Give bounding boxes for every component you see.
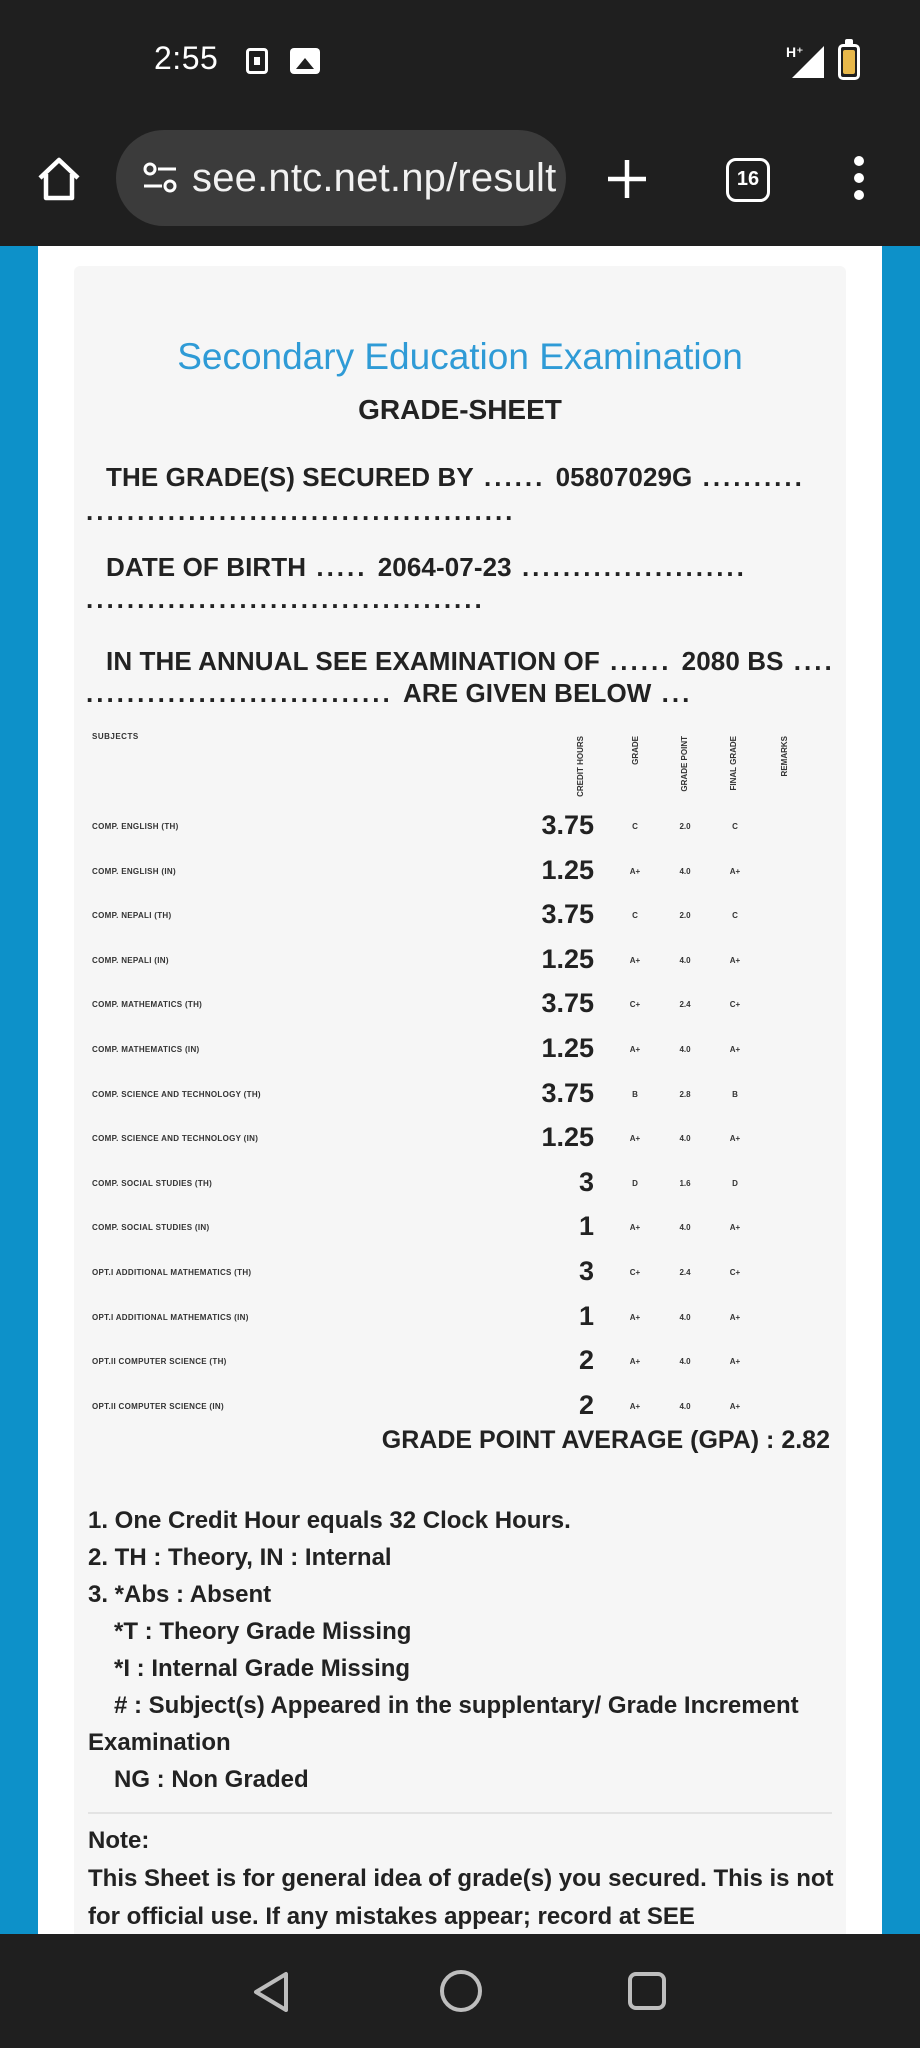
grade-cell: B	[632, 1089, 638, 1099]
exam-line: IN THE ANNUAL SEE EXAMINATION OF ...... 2080 BS ....	[106, 646, 835, 676]
subject-cell: OPT.II COMPUTER SCIENCE (TH)	[92, 1357, 227, 1367]
table-row	[74, 988, 846, 1028]
legend-item: Examination	[88, 1729, 231, 1756]
remarks-header: REMARKS	[780, 736, 789, 777]
site-settings-icon[interactable]	[142, 160, 178, 196]
legend-item: # : Subject(s) Appeared in the supplentary/ Grade Increment	[114, 1692, 799, 1719]
grade-point-cell: 4.0	[679, 1312, 691, 1322]
table-row	[74, 855, 846, 895]
symbol-number: 05807029G	[555, 462, 693, 492]
grade-point-cell: 4.0	[679, 1045, 691, 1054]
grade-cell: D	[632, 1178, 638, 1188]
final-grade-cell: A+	[729, 866, 741, 876]
back-icon[interactable]	[252, 1970, 292, 2014]
table-row	[74, 1211, 846, 1251]
date-of-birth: 2064-07-23	[377, 552, 512, 582]
credit-hours-cell: 2	[578, 1345, 594, 1376]
final-grade-cell: A+	[729, 1223, 741, 1233]
address-bar[interactable]	[116, 130, 566, 226]
credit-hours-cell: 2	[578, 1389, 594, 1420]
exam-year: 2080 BS	[681, 646, 784, 676]
subject-cell: COMP. SCIENCE AND TECHNOLOGY (TH)	[92, 1089, 261, 1099]
subject-cell: OPT.I ADDITIONAL MATHEMATICS (TH)	[92, 1268, 252, 1277]
grade-cell: A+	[629, 866, 641, 876]
network-type-label: H⁺	[786, 44, 804, 60]
clock: 2:55	[154, 40, 219, 76]
credit-hours-cell: 1.25	[541, 1033, 594, 1063]
grade-cell: C	[632, 911, 638, 921]
grade-cell: A+	[629, 1357, 641, 1367]
subject-cell: COMP. SOCIAL STUDIES (TH)	[92, 1178, 213, 1188]
grade-point-cell: 2.8	[679, 1089, 691, 1099]
final-grade-header: FINAL GRADE	[729, 736, 738, 791]
home-nav-icon[interactable]	[440, 1970, 482, 2012]
final-grade-cell: C+	[729, 1268, 741, 1277]
subject-cell: COMP. MATHEMATICS (IN)	[92, 1045, 200, 1054]
dob-label: DATE OF BIRTH	[106, 552, 307, 582]
subject-cell: OPT.II COMPUTER SCIENCE (IN)	[92, 1401, 224, 1411]
final-grade-cell: A+	[729, 1312, 741, 1322]
credit-hours-cell: 1.25	[541, 943, 594, 974]
recents-icon[interactable]	[628, 1972, 666, 2010]
final-grade-cell: C	[732, 911, 738, 921]
url-text[interactable]: see.ntc.net.np/result	[192, 156, 557, 200]
table-row	[74, 1345, 846, 1385]
grade-cell: A+	[629, 1134, 641, 1144]
dob-line: DATE OF BIRTH ..... 2064-07-23 ......................	[106, 552, 747, 582]
screenshot-saved-icon	[246, 48, 268, 74]
final-grade-cell: A+	[729, 1134, 741, 1144]
table-row	[74, 1301, 846, 1341]
table-row	[74, 1033, 846, 1073]
credit-hours-header: CREDIT HOURS	[576, 736, 585, 797]
table-row	[74, 899, 846, 939]
grade-header: GRADE	[631, 736, 640, 765]
exam-label: IN THE ANNUAL SEE EXAMINATION OF	[106, 646, 600, 676]
table-row	[74, 1122, 846, 1162]
more-menu-icon[interactable]	[850, 156, 868, 206]
grade-point-cell: 1.6	[679, 1178, 691, 1188]
battery-icon	[838, 44, 860, 80]
credit-hours-cell: 3	[578, 1256, 594, 1286]
table-row	[74, 810, 846, 850]
legend-item: 2. TH : Theory, IN : Internal	[88, 1544, 392, 1571]
credit-hours-cell: 3.75	[541, 899, 594, 930]
subject-cell: COMP. ENGLISH (TH)	[92, 822, 179, 831]
exam-title: Secondary Education Examination	[177, 336, 743, 377]
grade-cell: A+	[629, 1401, 641, 1411]
legend-item: 1. One Credit Hour equals 32 Clock Hours.	[88, 1507, 571, 1534]
note-label: Note:	[88, 1827, 150, 1854]
subject-cell: COMP. NEPALI (IN)	[92, 955, 169, 965]
grade-cell: C+	[629, 1000, 641, 1010]
subject-cell: COMP. NEPALI (TH)	[92, 911, 172, 921]
table-row	[74, 1167, 846, 1207]
credit-hours-cell: 1.25	[541, 1122, 594, 1153]
grade-cell: C	[632, 822, 638, 831]
grade-point-cell: 4.0	[679, 1134, 691, 1144]
final-grade-cell: D	[732, 1178, 738, 1188]
final-grade-cell: C	[732, 822, 738, 831]
credit-hours-cell: 3	[578, 1166, 594, 1197]
grade-point-header: GRADE POINT	[680, 736, 689, 792]
grade-sheet-heading: GRADE-SHEET	[358, 394, 562, 425]
browser-toolbar	[0, 120, 920, 246]
secured-by-label: THE GRADE(S) SECURED BY	[106, 462, 474, 492]
grade-point-cell: 2.4	[679, 1000, 691, 1010]
subject-cell: COMP. MATHEMATICS (TH)	[92, 1000, 203, 1010]
credit-hours-cell: 3.75	[541, 810, 594, 840]
grade-sheet-card	[74, 266, 846, 1934]
grade-cell: C+	[629, 1268, 641, 1277]
table-row	[74, 1390, 846, 1430]
note-text: This Sheet is for general idea of grade(s) you secured. This is not for official use. If any mistakes appear; record at SEE	[88, 1865, 834, 1930]
gallery-icon	[290, 48, 320, 74]
credit-hours-cell: 3.75	[541, 988, 594, 1019]
credit-hours-cell: 1	[578, 1211, 594, 1242]
final-grade-cell: A+	[729, 955, 741, 965]
grade-cell: A+	[629, 1223, 641, 1233]
table-row	[74, 1078, 846, 1118]
given-below-line: .............................. ARE GIVEN BELOW ...	[86, 678, 693, 708]
gpa-summary: GRADE POINT AVERAGE (GPA) : 2.82	[381, 1426, 830, 1454]
grade-point-cell: 2.0	[679, 911, 691, 921]
grade-point-cell: 4.0	[679, 1357, 691, 1367]
grade-cell: A+	[629, 1045, 641, 1054]
note-section	[88, 1822, 838, 1934]
credit-hours-cell: 1	[578, 1300, 594, 1331]
table-row	[74, 1256, 846, 1296]
grade-point-cell: 2.4	[679, 1268, 691, 1277]
status-bar	[0, 0, 920, 120]
web-page	[0, 246, 920, 1934]
dotted-filler: .......................................	[86, 584, 485, 614]
grade-point-cell: 4.0	[679, 1223, 691, 1233]
sheet-container	[38, 246, 882, 1934]
final-grade-cell: B	[732, 1089, 738, 1099]
legend-item: 3. *Abs : Absent	[88, 1581, 272, 1608]
legend-item: *T : Theory Grade Missing	[114, 1618, 412, 1645]
grade-cell: A+	[629, 1312, 641, 1322]
subjects-header: SUBJECTS	[92, 732, 139, 741]
tab-switcher-button[interactable]: 16	[726, 158, 770, 202]
subject-cell: COMP. ENGLISH (IN)	[92, 866, 176, 876]
final-grade-cell: C+	[729, 1000, 741, 1010]
secured-by-line: THE GRADE(S) SECURED BY ...... 05807029G ..........	[106, 462, 805, 492]
credit-hours-cell: 3.75	[541, 1077, 594, 1108]
final-grade-cell: A+	[729, 1045, 741, 1054]
grade-cell: A+	[629, 955, 641, 965]
grade-point-cell: 4.0	[679, 866, 691, 876]
grade-point-cell: 2.0	[679, 822, 691, 831]
table-row	[74, 944, 846, 984]
legend	[88, 1502, 848, 1798]
final-grade-cell: A+	[729, 1357, 741, 1367]
final-grade-cell: A+	[729, 1401, 741, 1411]
credit-hours-cell: 1.25	[541, 854, 594, 885]
dotted-filler: ..........................................	[86, 496, 516, 526]
subject-cell: OPT.I ADDITIONAL MATHEMATICS (IN)	[92, 1312, 249, 1322]
legend-item: NG : Non Graded	[114, 1766, 309, 1793]
given-below-text: ARE GIVEN BELOW	[402, 678, 652, 708]
new-tab-icon[interactable]	[604, 156, 650, 202]
legend-item: *I : Internal Grade Missing	[114, 1655, 411, 1682]
home-icon[interactable]	[34, 154, 84, 204]
system-nav-bar	[0, 1934, 920, 2048]
subject-cell: COMP. SCIENCE AND TECHNOLOGY (IN)	[92, 1134, 259, 1144]
divider	[88, 1812, 832, 1814]
subject-cell: COMP. SOCIAL STUDIES (IN)	[92, 1223, 210, 1233]
grade-point-cell: 4.0	[679, 1401, 691, 1411]
grade-point-cell: 4.0	[679, 955, 691, 965]
signal-icon	[790, 46, 824, 78]
